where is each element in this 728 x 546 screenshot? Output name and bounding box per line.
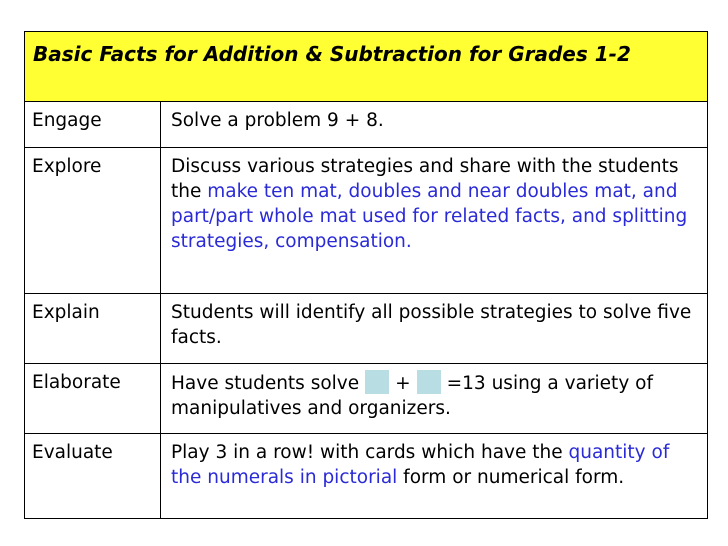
content-text: Students will identify all possible strategies to solve five facts. [171,302,692,348]
blank-box [417,370,441,394]
content-highlight-text: quantity of the numerals in pictorial [171,442,670,488]
content-text: form or numerical form. [397,467,625,488]
row-content [171,370,699,421]
row-label: Explore [25,148,161,293]
row-content [171,440,699,490]
row-label: Elaborate [25,364,161,433]
row-label: Evaluate [25,434,161,518]
plus-sign: + [395,373,411,394]
content-text: =13 using a variety of manipulatives and organizers. [171,373,653,419]
table-row-elaborate [25,364,707,434]
row-label: Explain [25,294,161,363]
table-row-explore [25,148,707,294]
table-title: Basic Facts for Addition & Subtraction for Grades 1-2 [25,32,707,102]
content-text: Discuss various strategies and share with the students the [171,156,679,202]
row-content [171,300,699,350]
content-text: Play 3 in a row! with cards which have the [171,442,569,463]
row-label: Engage [25,102,161,147]
blank-box [365,370,389,394]
row-content [171,108,699,133]
lesson-table [24,31,708,519]
table-row-evaluate [25,434,707,518]
table-row-explain [25,294,707,364]
content-highlight-text: make ten mat, doubles and near doubles mat, and part/part whole mat used for related facts, and splitting strategies, compensation. [171,181,688,252]
content-text: Solve a problem 9 + 8. [171,110,384,131]
row-content [171,154,699,254]
content-text: Have students solve [171,373,360,394]
table-row-engage [25,102,707,148]
